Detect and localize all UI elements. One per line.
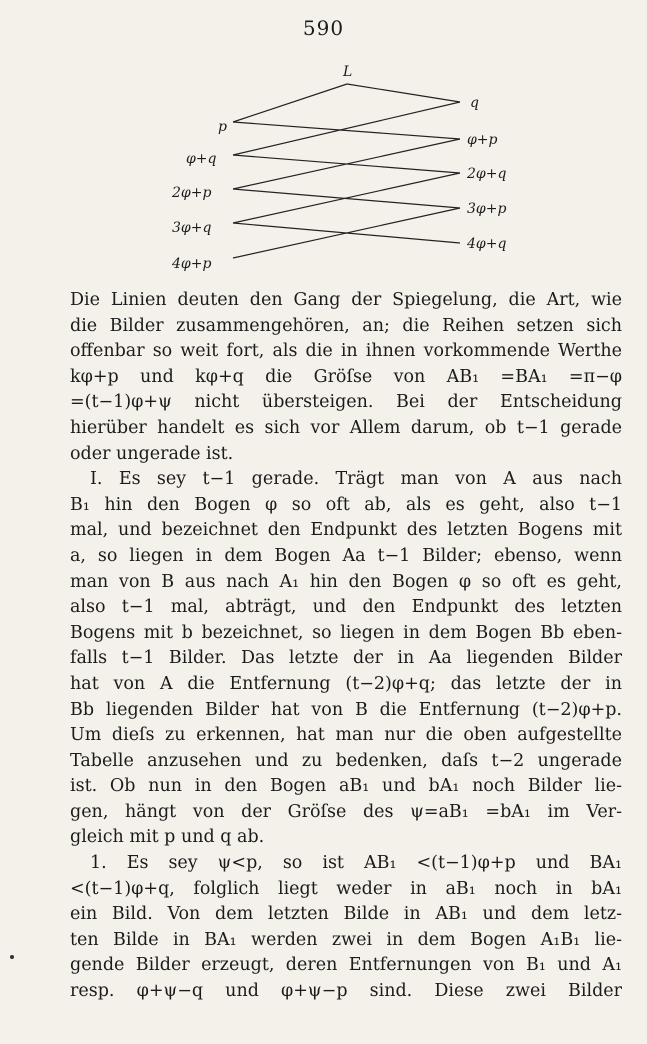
diagram-right-label: 4φ+q (467, 236, 507, 252)
diagram-left-label: p (218, 119, 227, 135)
diagram-left-label: 3φ+q (172, 220, 212, 236)
text-line: mal, und bezeichnet den Endpunkt des letzten Bogens mit (70, 520, 622, 541)
diagram-left-label: 2φ+p (172, 185, 212, 201)
diagram-left-label: 4φ+p (172, 256, 212, 272)
diagram-right-label: 2φ+q (467, 166, 507, 182)
text-line: =(t−1)φ+ψ nicht übersteigen. Bei der Entscheidung (70, 392, 622, 413)
text-line: die Bilder zusammengehören, an; die Reihen setzen sich (70, 315, 622, 336)
text-line: hierüber handelt es sich vor Allem darum, ob t−1 gerade (70, 417, 622, 438)
text-line: oder ungerade ist. (70, 443, 234, 464)
text-line: gende Bilder erzeugt, deren Entfernungen von B₁ und A₁ (70, 955, 622, 976)
ink-speck (10, 955, 14, 959)
diagram-line (347, 84, 460, 102)
diagram-left-label: φ+q (186, 151, 217, 167)
text-line: hat von A die Entfernung (t−2)φ+q; das letzte der in (70, 673, 622, 694)
section-heading-line: I. Es sey t−1 gerade. Trägt man von A aus nach (90, 469, 622, 490)
case-heading-line: 1. Es sey ψ<p, so ist AB₁ <(t−1)φ+p und BA₁ (90, 853, 622, 874)
text-line: also t−1 mal, abträgt, und den Endpunkt des letzten (70, 597, 622, 618)
diagram-line (233, 84, 347, 122)
text-line: ein Bild. Von dem letzten Bilde in AB₁ und dem letz- (70, 904, 622, 925)
text-line: a, so liegen in dem Bogen Aa t−1 Bilder; ebenso, wenn (70, 545, 622, 566)
text-line: Um dieſs zu erkennen, hat man nur die oben aufgestellte (70, 725, 622, 746)
text-line: Die Linien deuten den Gang der Spiegelung, die Art, wie (70, 290, 622, 310)
text-line: B₁ hin den Bogen φ so oft ab, als es geht, also t−1 (70, 494, 622, 515)
text-line: falls t−1 Bilder. Das letzte der in Aa liegenden Bilder (70, 648, 622, 669)
text-line: <(t−1)φ+q, folglich liegt weder in aB₁ noch in bA₁ (70, 878, 622, 899)
text-line: Bogens mit b bezeichnet, so liegen in dem Bogen Bb eben- (70, 622, 622, 643)
text-line: ten Bilde in BA₁ werden zwei in dem Bogen A₁B₁ lie- (70, 929, 622, 950)
diagram-right-label: φ+p (467, 132, 498, 148)
diagram-line (233, 122, 460, 139)
diagram-right-label: q (470, 95, 479, 111)
text-line: ist. Ob nun in den Bogen aB₁ und bA₁ noch Bilder lie- (70, 776, 622, 797)
diagram-top-label: L (343, 64, 353, 80)
text-line: offenbar so weit fort, als die in ihnen vorkommende Werthe (70, 341, 622, 362)
text-line: kφ+p und kφ+q die Gröſse von AB₁ =BA₁ =π−φ (70, 366, 622, 387)
body-text (70, 288, 622, 1005)
diagram-right-label: 3φ+p (467, 201, 507, 217)
page-number: 590 (302, 16, 345, 40)
reflection-diagram (0, 0, 647, 285)
text-line: resp. φ+ψ−q und φ+ψ−p sind. Diese zwei Bilder (70, 981, 622, 1002)
text-line: gen, hängt von der Gröſse des ψ=aB₁ =bA₁ im Ver- (70, 801, 622, 822)
text-line: Bb liegenden Bilder hat von B die Entfernung (t−2)φ+p. (70, 699, 622, 720)
text-line: Tabelle anzusehen und zu bedenken, daſs t−2 ungerade (70, 750, 622, 771)
text-line: man von B aus nach A₁ hin den Bogen φ so oft es geht, (70, 571, 622, 592)
text-line: gleich mit p und q ab. (70, 827, 265, 848)
